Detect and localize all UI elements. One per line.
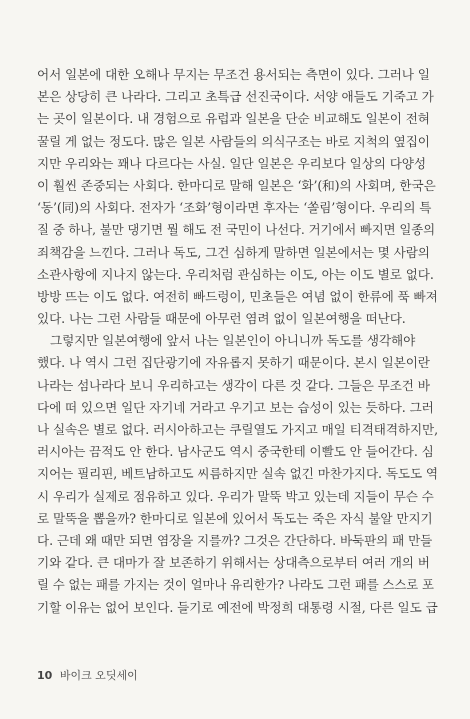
text-line: 지만 우리와는 꽤나 다르다는 사실. 일단 일본은 우리보다 일상의 다양성 bbox=[37, 155, 426, 171]
text-line: 꿀릴 게 없는 정도다. 많은 일본 사람들의 의식구조는 바로 지척의 옆집이 bbox=[37, 133, 430, 149]
page-footer bbox=[37, 667, 138, 683]
text-line: 기와 같다. 큰 대마가 잘 보존하기 위해서는 상대측으로부터 여러 개의 버 bbox=[37, 555, 430, 571]
text-line: 어서 일본에 대한 오해나 무지는 무조건 용서되는 측면이 있다. 그러나 일 bbox=[37, 67, 430, 82]
text-line: 죄책감을 느낀다. 그러나 독도, 그건 심하게 말하면 일본에서는 몇 사람의 bbox=[37, 244, 430, 260]
text-line: 나 실속은 별로 없다. 러시아하고는 쿠릴열도 가지고 매일 티격태격하지만, bbox=[37, 422, 438, 437]
text-line: 질 중 하나, 불만 댕기면 뭘 해도 전 국민이 나선다. 거기에서 빠지면 일종의 bbox=[37, 222, 435, 238]
text-line: 본은 상당히 큰 나라다. 그리고 초특급 선진국이다. 서양 애들도 기죽고 가 bbox=[37, 89, 434, 105]
text-line: 있다. 나는 그런 사람들 때문에 아무런 염려 없이 일본여행을 떠난다. bbox=[37, 311, 406, 327]
text-line: ‘동’(同)의 사회다. 전자가 ‘조화’형이라면 후자는 ‘쏠림’형이다. 우리의 특 bbox=[37, 200, 432, 216]
book-title: 바이크 오딧세이 bbox=[59, 669, 138, 682]
text-line: 시 우리가 실제로 점유하고 있다. 우리가 말뚝 박고 있는데 지들이 무슨 수 bbox=[37, 488, 434, 504]
text-line: 이 훨씬 존중되는 사회다. 한마디로 말해 일본은 ‘화’(和)의 사회며, 한국은 bbox=[37, 177, 436, 193]
text-line: 러시아는 끔적도 안 한다. 남사군도 역시 중국한테 이빨도 안 들어간다. 심 bbox=[37, 444, 434, 460]
text-line: 지어는 필리핀, 베트남하고도 씨름하지만 실속 없긴 마찬가지다. 독도도 역 bbox=[37, 466, 438, 482]
paragraph bbox=[37, 64, 439, 330]
text-line: 그렇지만 일본여행에 앞서 나는 일본인이 아니니까 독도를 생각해야 bbox=[50, 333, 416, 349]
text-line: 다에 떠 있으면 일단 자기네 거라고 우기고 보는 습성이 있는 듯하다. 그러 bbox=[37, 399, 434, 415]
text-line: 나라는 섬나라다 보니 우리하고는 생각이 다른 것 같다. 그들은 무조건 바 bbox=[37, 377, 430, 393]
text-line: 소관사항에 지나지 않는다. 우리처럼 관심하는 이도, 아는 이도 별로 없다. bbox=[37, 266, 434, 282]
text-line: 방방 뜨는 이도 없다. 여전히 빠드렁이, 민초들은 여념 없이 한류에 푹 빠져 bbox=[37, 288, 438, 304]
text-line: 는 곳이 일본이다. 내 경험으로 유럽과 일본을 단순 비교해도 일본이 전혀 bbox=[37, 111, 430, 127]
paragraph bbox=[37, 330, 439, 618]
page-number: 10 bbox=[37, 669, 53, 682]
text-line: 기할 이유는 없어 보인다. 들기로 예전에 박정희 대통령 시절, 다른 일도 급 bbox=[37, 599, 438, 615]
text-line: 로 말뚝을 뽑을까? 한마디로 일본에 있어서 독도는 죽은 자식 불알 만지기 bbox=[37, 510, 433, 526]
text-line: 했다. 나 역시 그런 집단광기에 자유롭지 못하기 때문이다. 본시 일본이란 bbox=[37, 355, 430, 371]
text-line: 릴 수 없는 패를 가지는 것이 얼마나 유리한가? 나라도 그런 패를 스스로 포 bbox=[37, 577, 434, 593]
text-line: 다. 근데 왜 때만 되면 염장을 지를까? 그것은 간단하다. 바둑판의 패 만들 bbox=[37, 532, 433, 548]
body-text bbox=[37, 64, 439, 619]
